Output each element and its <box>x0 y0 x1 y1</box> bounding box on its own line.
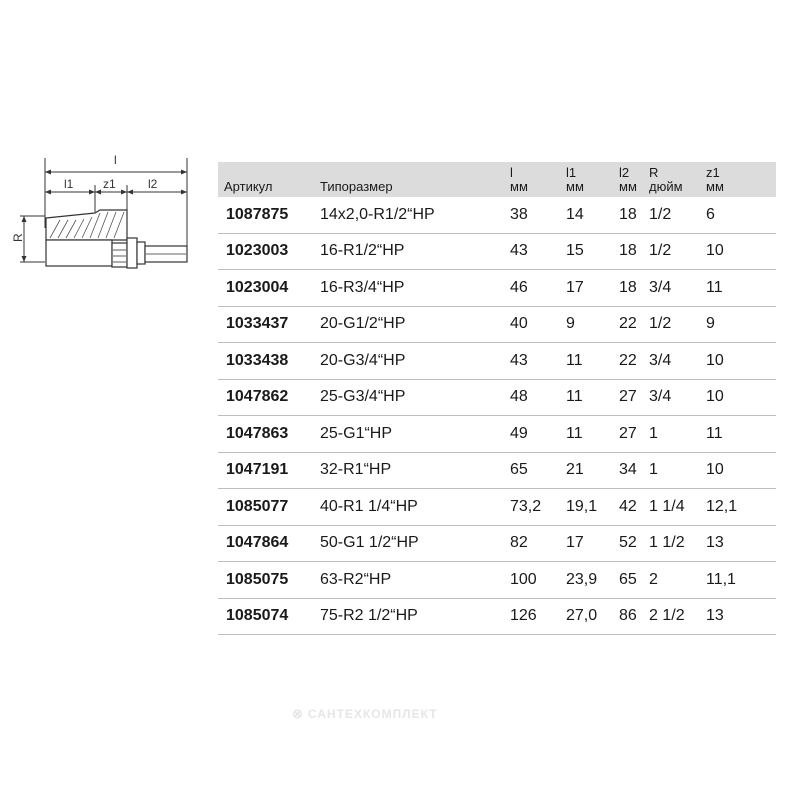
cell-l2: 27 <box>619 379 649 416</box>
table-row <box>218 233 776 270</box>
cell-size: 14x2,0-R1/2“HP <box>320 197 510 233</box>
cell-l1: 11 <box>566 416 619 453</box>
cell-l: 126 <box>510 598 566 635</box>
cell-size: 63-R2“HP <box>320 562 510 599</box>
cell-l1: 9 <box>566 306 619 343</box>
cell-R: 1/2 <box>649 306 706 343</box>
cell-R: 1 1/4 <box>649 489 706 526</box>
cell-l2: 18 <box>619 233 649 270</box>
cell-article: 1047864 <box>218 525 320 562</box>
header-size: Типоразмер <box>320 162 510 197</box>
table-row <box>218 452 776 489</box>
table-row <box>218 525 776 562</box>
cell-size: 16-R3/4“HP <box>320 270 510 307</box>
cell-z1: 12,1 <box>706 489 776 526</box>
sk-logo-icon: ⊗ <box>292 706 304 721</box>
cell-z1: 11,1 <box>706 562 776 599</box>
table-row <box>218 270 776 307</box>
cell-article: 1033437 <box>218 306 320 343</box>
cell-size: 50-G1 1/2“HP <box>320 525 510 562</box>
cell-R: 1 1/2 <box>649 525 706 562</box>
table-row <box>218 562 776 599</box>
cell-R: 3/4 <box>649 270 706 307</box>
table-header-row <box>218 162 776 197</box>
label-z1: z1 <box>103 177 116 191</box>
cell-l2: 65 <box>619 562 649 599</box>
cell-l: 43 <box>510 233 566 270</box>
cell-l: 65 <box>510 452 566 489</box>
cell-l1: 14 <box>566 197 619 233</box>
header-l: l мм <box>510 162 566 197</box>
cell-article: 1033438 <box>218 343 320 380</box>
cell-article: 1047863 <box>218 416 320 453</box>
cell-size: 16-R1/2“HP <box>320 233 510 270</box>
cell-l1: 17 <box>566 525 619 562</box>
cell-l2: 52 <box>619 525 649 562</box>
cell-l2: 18 <box>619 197 649 233</box>
cell-R: 1/2 <box>649 233 706 270</box>
cell-l2: 22 <box>619 343 649 380</box>
header-z1: z1 мм <box>706 162 776 197</box>
header-R: R дюйм <box>649 162 706 197</box>
cell-l: 48 <box>510 379 566 416</box>
cell-l: 43 <box>510 343 566 380</box>
cell-z1: 13 <box>706 598 776 635</box>
cell-l: 38 <box>510 197 566 233</box>
cell-l: 73,2 <box>510 489 566 526</box>
label-l1: l1 <box>64 177 74 191</box>
cell-l: 46 <box>510 270 566 307</box>
cell-l1: 15 <box>566 233 619 270</box>
cell-l2: 86 <box>619 598 649 635</box>
cell-article: 1047862 <box>218 379 320 416</box>
cell-article: 1085075 <box>218 562 320 599</box>
cell-l2: 42 <box>619 489 649 526</box>
header-article: Артикул <box>218 162 320 197</box>
cell-l2: 27 <box>619 416 649 453</box>
table-row <box>218 343 776 380</box>
cell-l: 100 <box>510 562 566 599</box>
table-row <box>218 416 776 453</box>
label-R: R <box>11 233 25 242</box>
cell-l1: 23,9 <box>566 562 619 599</box>
cell-R: 1/2 <box>649 197 706 233</box>
cell-size: 32-R1“HP <box>320 452 510 489</box>
cell-size: 25-G1“HP <box>320 416 510 453</box>
cell-article: 1087875 <box>218 197 320 233</box>
cell-R: 2 <box>649 562 706 599</box>
cell-z1: 10 <box>706 379 776 416</box>
cell-article: 1085074 <box>218 598 320 635</box>
cell-z1: 9 <box>706 306 776 343</box>
cell-z1: 10 <box>706 452 776 489</box>
cell-l1: 27,0 <box>566 598 619 635</box>
cell-z1: 10 <box>706 343 776 380</box>
cell-l: 49 <box>510 416 566 453</box>
watermark-text: САНТЕХКОМПЛЕКТ <box>307 707 438 721</box>
cell-l1: 11 <box>566 379 619 416</box>
cell-size: 25-G3/4“HP <box>320 379 510 416</box>
cell-size: 20-G3/4“HP <box>320 343 510 380</box>
cell-l1: 19,1 <box>566 489 619 526</box>
cell-R: 1 <box>649 452 706 489</box>
cell-z1: 11 <box>706 270 776 307</box>
cell-article: 1023004 <box>218 270 320 307</box>
header-l2: l2 мм <box>619 162 649 197</box>
header-l1: l1 мм <box>566 162 619 197</box>
cell-l: 40 <box>510 306 566 343</box>
cell-l2: 34 <box>619 452 649 489</box>
cell-l1: 21 <box>566 452 619 489</box>
cell-z1: 13 <box>706 525 776 562</box>
label-l2: l2 <box>148 177 158 191</box>
cell-l: 82 <box>510 525 566 562</box>
cell-article: 1047191 <box>218 452 320 489</box>
cell-article: 1085077 <box>218 489 320 526</box>
cell-size: 20-G1/2“HP <box>320 306 510 343</box>
cell-z1: 6 <box>706 197 776 233</box>
table-row <box>218 598 776 635</box>
cell-R: 1 <box>649 416 706 453</box>
cell-size: 40-R1 1/4“HP <box>320 489 510 526</box>
cell-l2: 18 <box>619 270 649 307</box>
table-row <box>218 489 776 526</box>
spec-table <box>218 162 776 635</box>
cell-R: 3/4 <box>649 379 706 416</box>
cell-l2: 22 <box>619 306 649 343</box>
cell-z1: 11 <box>706 416 776 453</box>
label-l: l <box>114 153 117 167</box>
cell-l1: 17 <box>566 270 619 307</box>
cell-size: 75-R2 1/2“HP <box>320 598 510 635</box>
table-row <box>218 197 776 233</box>
cell-article: 1023003 <box>218 233 320 270</box>
table-row <box>218 306 776 343</box>
watermark <box>292 706 438 722</box>
fitting-drawing <box>0 0 215 300</box>
table-row <box>218 379 776 416</box>
cell-R: 2 1/2 <box>649 598 706 635</box>
cell-l1: 11 <box>566 343 619 380</box>
cell-R: 3/4 <box>649 343 706 380</box>
cell-z1: 10 <box>706 233 776 270</box>
